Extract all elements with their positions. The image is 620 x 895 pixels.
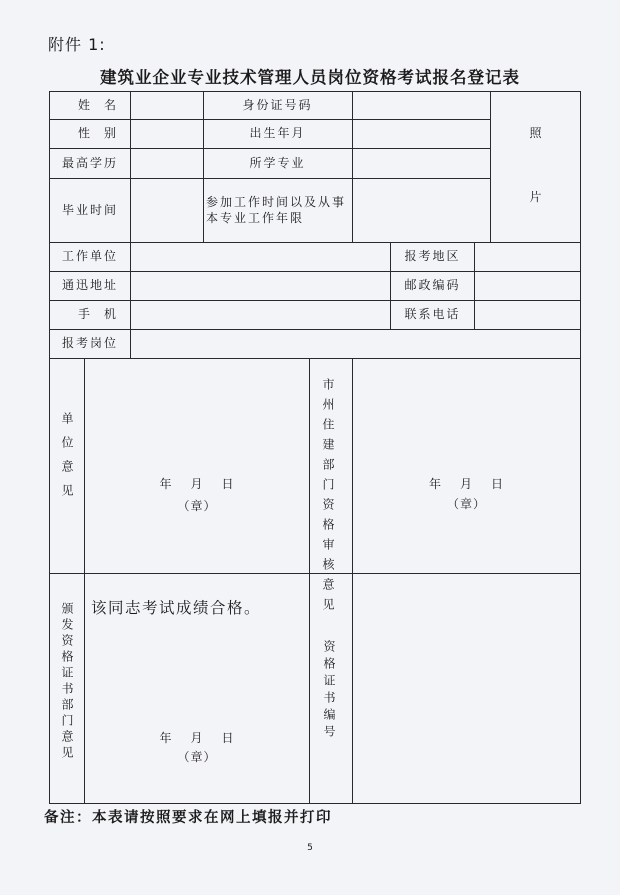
graduation-time-input[interactable] — [131, 179, 203, 242]
city-seal: （章） — [446, 497, 486, 511]
city-year: 年 — [428, 477, 442, 491]
major-label: 所学专业 — [249, 155, 306, 170]
education-label: 最高学历 — [61, 155, 118, 170]
city-day: 日 — [491, 477, 505, 491]
cert-number-area[interactable] — [353, 574, 580, 803]
mobile-input[interactable] — [131, 301, 390, 329]
unit-opinion-label: 单位意见 — [60, 412, 74, 508]
postal-code-input[interactable] — [475, 272, 580, 300]
mobile-label: 手机 — [77, 307, 130, 322]
birth-date-input[interactable] — [353, 120, 490, 148]
employer-label: 工作单位 — [61, 249, 118, 264]
cert-dept-opinion-label: 颁发资格证书部门意见 — [60, 602, 74, 762]
pass-statement: 该同志考试成绩合格。 — [91, 599, 262, 617]
form-title: 建筑业企业专业技术管理人员岗位资格考试报名登记表 — [100, 68, 520, 87]
page-number: 5 — [307, 843, 313, 853]
education-input[interactable] — [131, 149, 203, 178]
id-number-input[interactable] — [353, 92, 490, 119]
cert-number-label: 资格证书编号 — [322, 640, 336, 742]
city-opinion-label: 市州住建部门资格审核意见 — [321, 378, 335, 618]
photo-label-2: 片 — [529, 190, 542, 205]
unit-month: 月 — [190, 477, 204, 491]
exam-region-label: 报考地区 — [404, 249, 461, 264]
gender-label: 性别 — [77, 126, 130, 141]
address-input[interactable] — [131, 272, 390, 300]
unit-opinion-area[interactable] — [85, 359, 309, 573]
cert-dept-year: 年 — [159, 731, 173, 745]
unit-year: 年 — [159, 477, 173, 491]
work-time-input[interactable] — [353, 179, 490, 242]
phone-input[interactable] — [475, 301, 580, 329]
major-input[interactable] — [353, 149, 490, 178]
id-number-label: 身份证号码 — [242, 97, 313, 112]
photo-label-1: 照 — [529, 126, 542, 141]
city-date — [353, 475, 580, 492]
cert-dept-date — [85, 729, 309, 746]
registration-table — [49, 91, 581, 804]
city-opinion-area[interactable] — [353, 359, 580, 573]
birth-date-label: 出生年月 — [249, 126, 306, 141]
attachment-label: 附件 1: — [48, 35, 106, 54]
cert-dept-opinion-area[interactable] — [85, 574, 309, 803]
photo-area[interactable] — [491, 92, 580, 242]
name-input[interactable] — [131, 92, 203, 119]
city-month: 月 — [459, 477, 473, 491]
work-time-label: 参加工作时间以及从事本专业工作年限 — [206, 194, 347, 225]
position-input[interactable] — [131, 330, 580, 358]
exam-region-input[interactable] — [475, 243, 580, 271]
unit-day: 日 — [221, 477, 235, 491]
footer-note: 备注：本表请按照要求在网上填报并打印 — [44, 810, 332, 826]
phone-label: 联系电话 — [404, 307, 461, 322]
cert-dept-day: 日 — [221, 731, 235, 745]
unit-seal: （章） — [177, 499, 217, 513]
position-label: 报考岗位 — [61, 336, 118, 351]
address-label: 通迅地址 — [61, 278, 118, 293]
cert-dept-seal: （章） — [177, 750, 217, 764]
unit-date — [85, 475, 309, 492]
graduation-time-label: 毕业时间 — [61, 202, 118, 217]
name-label: 姓名 — [77, 97, 130, 112]
employer-input[interactable] — [131, 243, 390, 271]
gender-input[interactable] — [131, 120, 203, 148]
cert-dept-month: 月 — [190, 731, 204, 745]
postal-code-label: 邮政编码 — [404, 278, 461, 293]
